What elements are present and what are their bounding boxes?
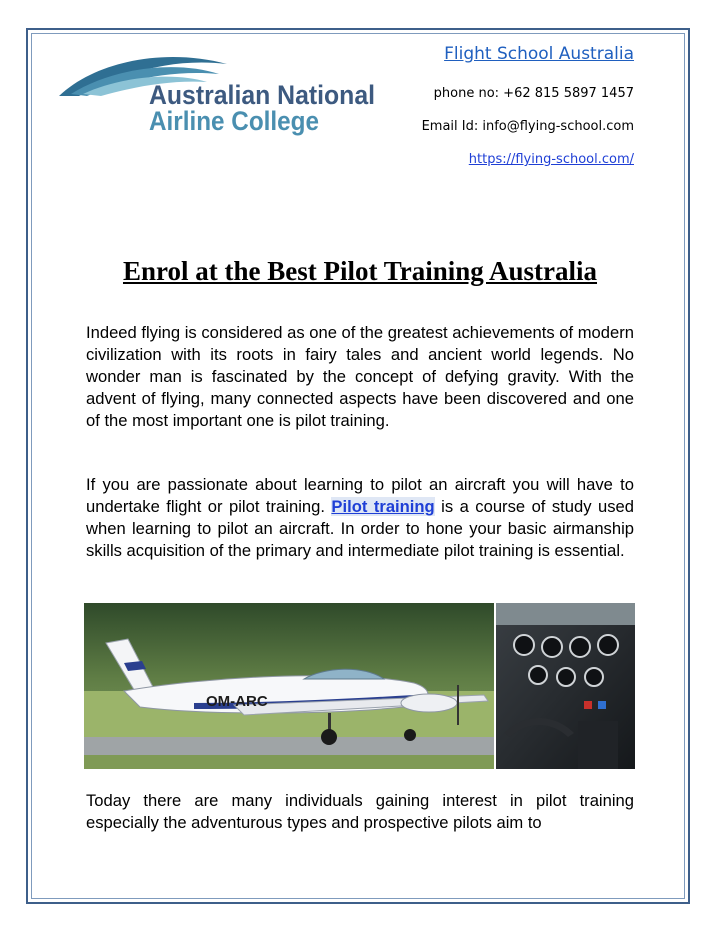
aircraft-photo — [84, 603, 635, 769]
aircraft-registration: OM-ARC — [206, 693, 268, 710]
cockpit-indicator — [598, 701, 606, 709]
phone-number: phone no: +62 815 5897 1457 — [433, 86, 634, 101]
college-logo — [57, 44, 387, 140]
email-address: Email Id: info@flying-school.com — [421, 119, 634, 134]
cockpit-gauge — [557, 668, 575, 686]
photo-foreground-grass — [84, 755, 494, 769]
paragraph-training-rest: is a course of study used when learning to pilot an aircraft. In order to hone your basic airmanship skills acquisition of the primary and intermediate pilot training is essential. — [86, 497, 634, 560]
cockpit-gauge — [598, 635, 618, 655]
page-title: Enrol at the Best Pilot Training Australia — [122, 256, 598, 286]
cockpit-window — [496, 603, 635, 625]
logo-line-1: Australian National — [149, 80, 375, 110]
cockpit-gauge — [529, 666, 547, 684]
pilot-training-link[interactable]: Pilot training — [331, 497, 435, 516]
school-name-link[interactable]: Flight School Australia — [444, 44, 634, 64]
cockpit-gauge — [585, 668, 603, 686]
aircraft-engine-nacelle — [401, 694, 457, 712]
aircraft-wheel-main — [321, 729, 337, 745]
cockpit-gauge — [570, 637, 590, 657]
paragraph-intro: Indeed flying is considered as one of the greatest achievements of modern civilization with its roots in fairy tales and ancient world legends. No wonder man is fascinated by the concept of defying gravity. With the advent of flying, many connected aspects have been discovered and one of the most important one is pilot training. — [86, 323, 634, 430]
paragraph-closing: Today there are many individuals gaining interest in pilot training especially the adventurous types and prospective pilots aim to — [86, 791, 634, 832]
cockpit-gauge — [542, 637, 562, 657]
paragraph-training-lead: If you are passionate about learning to pilot an aircraft you will have to undertake flight or pilot training. — [86, 475, 634, 516]
contact-block — [422, 44, 634, 167]
photo-runway — [84, 737, 494, 757]
cockpit-gauge — [514, 635, 534, 655]
logo-line-2: Airline College — [149, 106, 319, 136]
aircraft-wheel-nose — [404, 729, 416, 741]
cockpit-throttle-quadrant — [578, 721, 618, 769]
cockpit-indicator — [584, 701, 592, 709]
website-link[interactable]: https://flying-school.com/ — [468, 152, 634, 167]
paragraph-training — [86, 474, 634, 562]
